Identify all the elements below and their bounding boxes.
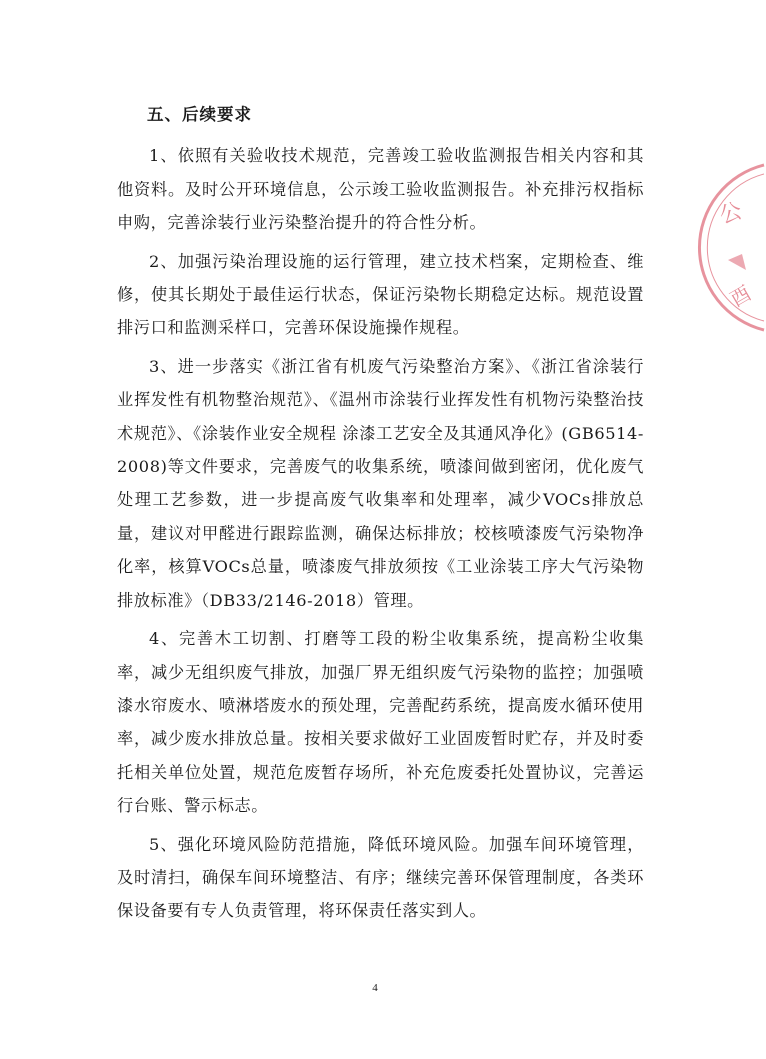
paragraph-2: 2、加强污染治理设施的运行管理，建立技术档案，定期检查、维修，使其长期处于最佳运行状态，保证污染物长期稳定达标。规范设置排污口和监测采样口，完善环保设施操作规程。 <box>117 251 644 338</box>
stamp-text-bottom: 酉 <box>726 280 756 312</box>
page-number: 4 <box>372 982 378 994</box>
paragraph-5: 5、强化环境风险防范措施，降低环境风险。加强车间环境管理，及时清扫，确保车间环境整洁、有序；继续完善环保管理制度，各类环保设备要有专人负责管理，将环保责任落实到人。 <box>117 834 644 921</box>
paragraph-3: 3、进一步落实《浙江省有机废气污染整治方案》、《浙江省涂装行业挥发性有机物整治规范》、《温州市涂装行业挥发性有机物污染整治技术规范》、《涂装作业安全规程 涂漆工艺安全及其通风净化》(GB6514-2008)等文件要求，完善废气的收集系统，喷漆间做到密闭，优化废气处理工艺参数，进一步提高废气收集率和处理率，减少VOCs排放总量，建议对甲醛进行跟踪监测，确保达标排放；校核喷漆废气污染物净化率，核算VOCs总量，喷漆废气排放须按《工业涂装工序大气污染物排放标准》（DB33/2146-2018）管理。 <box>117 356 644 610</box>
document-body <box>117 98 644 928</box>
section-title: 五、后续要求 <box>147 105 252 124</box>
stamp-text-top: 公 <box>716 198 746 230</box>
official-seal-stamp <box>706 160 766 335</box>
paragraph-1: 1、依照有关验收技术规范，完善竣工验收监测报告相关内容和其他资料。及时公开环境信息，公示竣工验收监测报告。补充排污权指标申购，完善涂装行业污染整治提升的符合性分析。 <box>117 146 644 233</box>
paragraph-4: 4、完善木工切割、打磨等工段的粉尘收集系统，提高粉尘收集率，减少无组织废气排放，加强厂界无组织废气污染物的监控；加强喷漆水帘废水、喷淋塔废水的预处理，完善配药系统，提高废水循环使用率，减少废水排放总量。按相关要求做好工业固废暂时贮存，并及时委托相关单位处置，规范危废暂存场所，补充危废委托处置协议，完善运行台账、警示标志。 <box>117 629 644 816</box>
